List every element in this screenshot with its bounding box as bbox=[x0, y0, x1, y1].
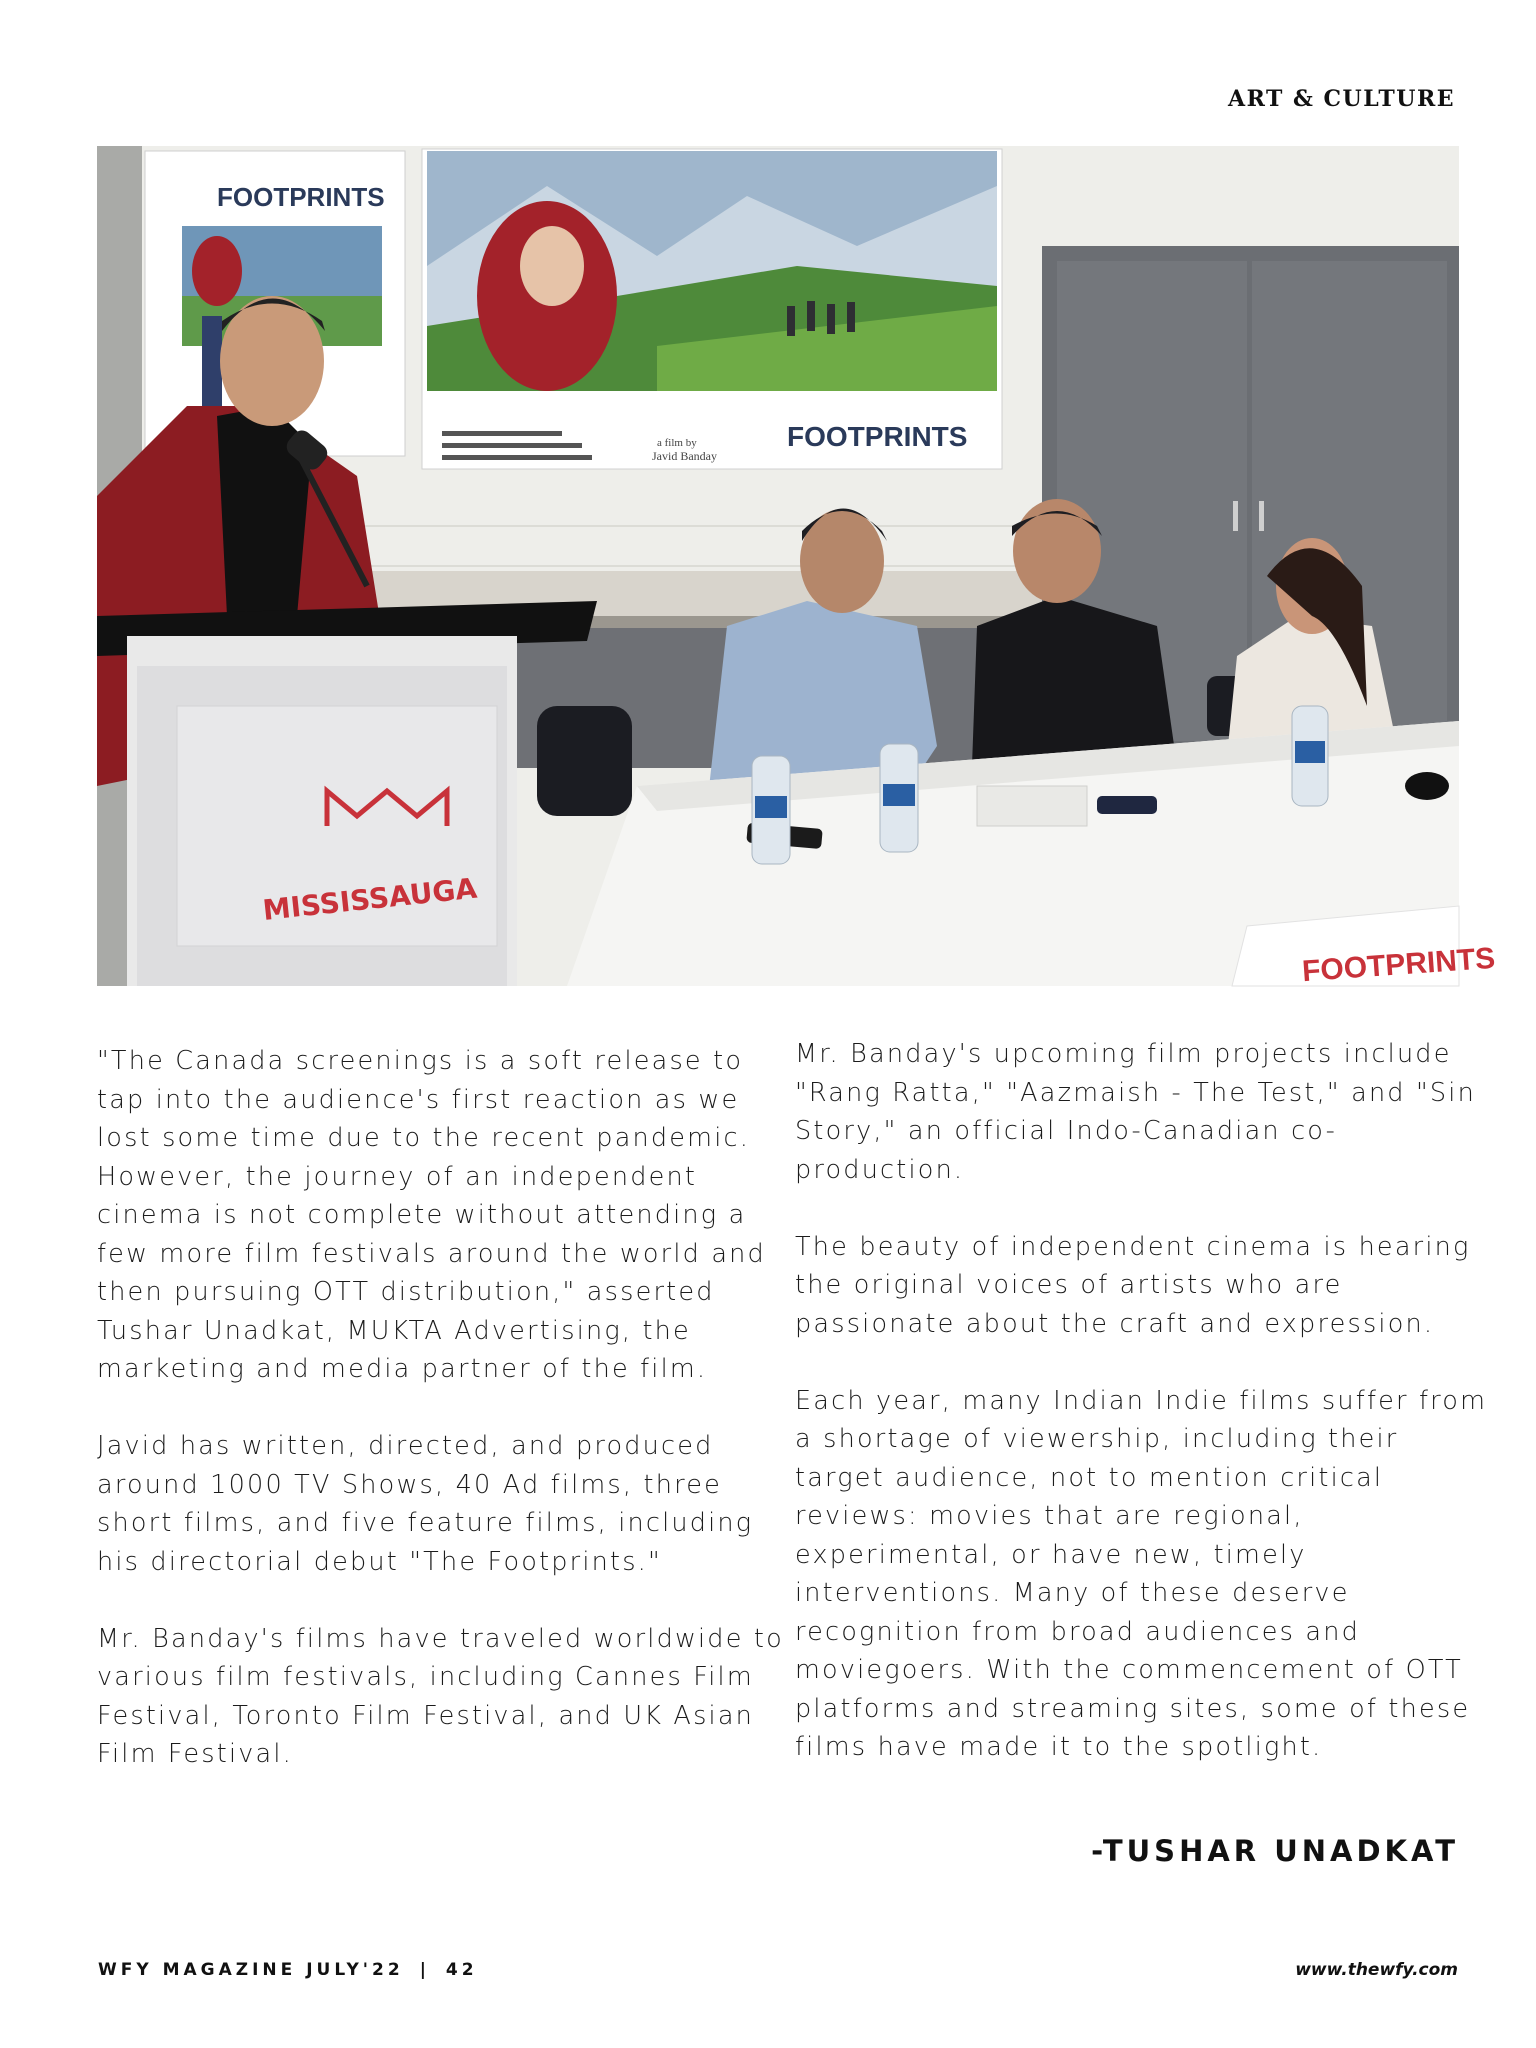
left-paragraph: Javid has written, directed, and produced around 1000 TV Shows, 40 Ad films, three short films, and five feature films, including his directorial debut "The Footprints." bbox=[97, 1431, 754, 1577]
footer-issue bbox=[98, 1960, 478, 1980]
main-poster-credit-label: a film by bbox=[657, 437, 697, 449]
podium-logo-text: MISSISSAUGA bbox=[261, 871, 479, 927]
left-poster-title: FOOTPRINTS bbox=[217, 182, 385, 212]
main-poster-director: Javid Banday bbox=[652, 449, 717, 463]
right-paragraph: Mr. Banday's upcoming film projects include "Rang Ratta," "Aazmaish - The Test," and "Sin Story," an official Indo-Canadian co-production. bbox=[795, 1039, 1476, 1185]
event-photo bbox=[97, 146, 1497, 989]
article-right-column bbox=[795, 1035, 1495, 1805]
right-paragraph: The beauty of independent cinema is hearing the original voices of artists who are passionate about the craft and expression. bbox=[795, 1231, 1471, 1339]
table-banner-text: FOOTPRINTS bbox=[1301, 941, 1497, 989]
left-paragraph: "The Canada screenings is a soft release to tap into the audience's first reaction as we lost some time due to the recent pandemic. However, the journey of an independent cinema is not complete without attending a few more film festivals around the world and then pursuing OTT distribution," asserted Tushar Unadkat, MUKTA Advertising, the marketing and media partner of the film. bbox=[97, 1046, 766, 1384]
section-label: ART & CULTURE bbox=[1228, 86, 1455, 112]
right-paragraph: Each year, many Indian Indie films suffer from a shortage of viewership, including their target audience, not to mention critical reviews: movies that are regional, experimental, or have new, timely interventions. Many of these deserve recognition from broad audiences and moviegoers. With the commencement of OTT platforms and streaming sites, some of these films have made it to the spotlight. bbox=[795, 1385, 1488, 1762]
article-left-column bbox=[97, 1042, 797, 1812]
footer-separator: | bbox=[419, 1960, 430, 1980]
main-poster bbox=[422, 149, 1002, 469]
left-paragraph: Mr. Banday's films have traveled worldwide to various film festivals, including Cannes Film Festival, Toronto Film Festival, and UK Asian Film Festival. bbox=[97, 1623, 784, 1769]
author-byline: -TUSHAR UNADKAT bbox=[1091, 1834, 1459, 1868]
footer-website-link[interactable]: www.thewfy.com bbox=[1295, 1960, 1458, 1980]
footer-magazine: WFY MAGAZINE JULY'22 bbox=[98, 1960, 404, 1980]
main-poster-title: FOOTPRINTS bbox=[787, 421, 968, 452]
page-number: 42 bbox=[445, 1960, 478, 1980]
